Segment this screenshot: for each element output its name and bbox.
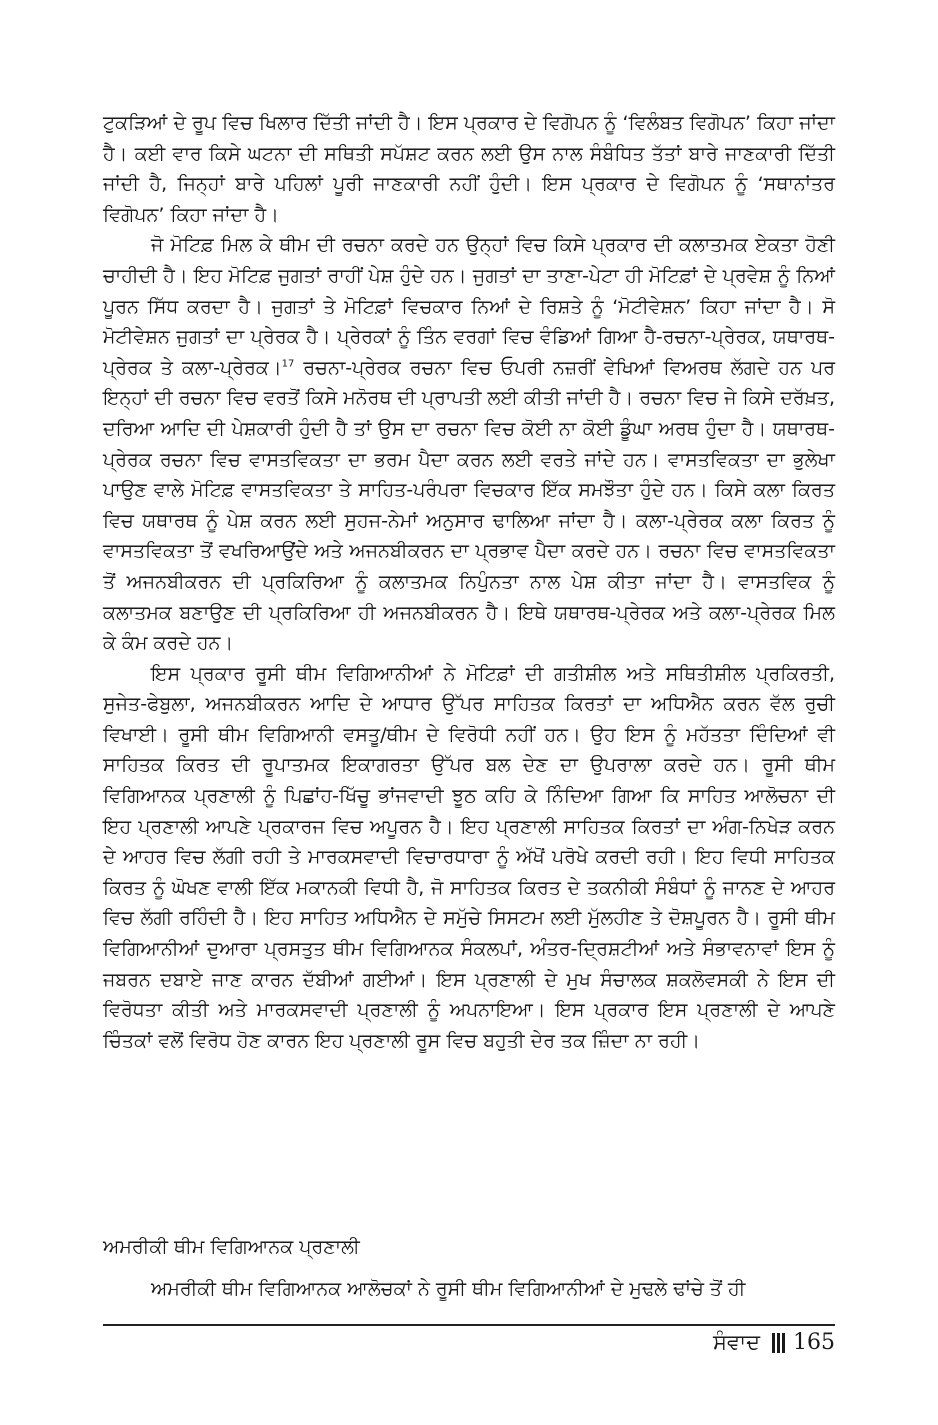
paragraph-4: ਅਮਰੀਕੀ ਥੀਮ ਵਿਗਿਆਨਕ ਆਲੋਚਕਾਂ ਨੇ ਰੂਸੀ ਥੀਮ ਵਿਗਿਆਨੀਆਂ ਦੇ ਮੁਢਲੇ ਢਾਂਚੇ ਤੋਂ ਹੀ	[151, 1278, 746, 1300]
section-heading: ਅਮਰੀਕੀ ਥੀਮ ਵਿਗਿਆਨਕ ਪ੍ਰਣਾਲੀ	[103, 1236, 360, 1258]
page-body	[103, 108, 835, 1300]
paragraph-3: ਇਸ ਪ੍ਰਕਾਰ ਰੂਸੀ ਥੀਮ ਵਿਗਿਆਨੀਆਂ ਨੇ ਮੋਟਿਫ਼ਾਂ ਦੀ ਗਤੀਸ਼ੀਲ ਅਤੇ ਸਥਿਤੀਸ਼ੀਲ ਪ੍ਰਕਿਰਤੀ, ਸੁਜੇਤ-ਫੇਬੁਲਾ, ਅਜਨਬੀਕਰਨ ਆਦਿ ਦੇ ਆਧਾਰ ਉੱਪਰ ਸਾਹਿਤਕ ਕਿਰਤਾਂ ਦਾ ਅਧਿਐਨ ਕਰਨ ਵੱਲ ਰੁਚੀ ਵਿਖਾਈ। ਰੂਸੀ ਥੀਮ ਵਿਗਿਆਨੀ ਵਸਤੂ/ਥੀਮ ਦੇ ਵਿਰੋਧੀ ਨਹੀਂ ਹਨ। ਉਹ ਇਸ ਨੂੰ ਮਹੱਤਤਾ ਦਿੰਦਿਆਂ ਵੀ ਸਾਹਿਤਕ ਕਿਰਤ ਦੀ ਰੂਪਾਤਮਕ ਇਕਾਗਰਤਾ ਉੱਪਰ ਬਲ ਦੇਣ ਦਾ ਉਪਰਾਲਾ ਕਰਦੇ ਹਨ। ਰੂਸੀ ਥੀਮ ਵਿਗਿਆਨਕ ਪ੍ਰਣਾਲੀ ਨੂੰ ਪਿਛਾਂਹ-ਖਿੱਚੂ ਭਾਂਜਵਾਦੀ ਝੂਠ ਕਹਿ ਕੇ ਨਿੰਦਿਆ ਗਿਆ ਕਿ ਸਾਹਿਤ ਆਲੋਚਨਾ ਦੀ ਇਹ ਪ੍ਰਣਾਲੀ ਆਪਣੇ ਪ੍ਰਕਾਰਜ ਵਿਚ ਅਪੂਰਨ ਹੈ। ਇਹ ਪ੍ਰਣਾਲੀ ਸਾਹਿਤਕ ਕਿਰਤਾਂ ਦਾ ਅੰਗ-ਨਿਖੇੜ ਕਰਨ ਦੇ ਆਹਰ ਵਿਚ ਲੱਗੀ ਰਹੀ ਤੇ ਮਾਰਕਸਵਾਦੀ ਵਿਚਾਰਧਾਰਾ ਨੂੰ ਅੱਖੋਂ ਪਰੋਖੇ ਕਰਦੀ ਰਹੀ। ਇਹ ਵਿਧੀ ਸਾਹਿਤਕ ਕਿਰਤ ਨੂੰ ਘੋਖਣ ਵਾਲੀ ਇੱਕ ਮਕਾਨਕੀ ਵਿਧੀ ਹੈ, ਜੋ ਸਾਹਿਤਕ ਕਿਰਤ ਦੇ ਤਕਨੀਕੀ ਸੰਬੰਧਾਂ ਨੂੰ ਜਾਨਣ ਦੇ ਆਹਰ ਵਿਚ ਲੱਗੀ ਰਹਿੰਦੀ ਹੈ। ਇਹ ਸਾਹਿਤ ਅਧਿਐਨ ਦੇ ਸਮੁੱਚੇ ਸਿਸਟਮ ਲਈ ਮੁੱਲਹੀਣ ਤੇ ਦੋਸ਼ਪੂਰਨ ਹੈ। ਰੂਸੀ ਥੀਮ ਵਿਗਿਆਨੀਆਂ ਦੁਆਰਾ ਪ੍ਰਸਤੁਤ ਥੀਮ ਵਿਗਿਆਨਕ ਸੰਕਲਪਾਂ, ਅੰਤਰ-ਦ੍ਰਿਸ਼ਟੀਆਂ ਅਤੇ ਸੰਭਾਵਨਾਵਾਂ ਇਸ ਨੂੰ ਜਬਰਨ ਦਬਾਏ ਜਾਣ ਕਾਰਨ ਦੱਬੀਆਂ ਗਈਆਂ। ਇਸ ਪ੍ਰਣਾਲੀ ਦੇ ਮੁਖ ਸੰਚਾਲਕ ਸ਼ਕਲੋਵਸਕੀ ਨੇ ਇਸ ਦੀ ਵਿਰੋਧਤਾ ਕੀਤੀ ਅਤੇ ਮਾਰਕਸਵਾਦੀ ਪ੍ਰਣਾਲੀ ਨੂੰ ਅਪਨਾਇਆ। ਇਸ ਪ੍ਰਕਾਰ ਇਸ ਪ੍ਰਣਾਲੀ ਦੇ ਆਪਣੇ ਚਿੰਤਕਾਂ ਵਲੋਂ ਵਿਰੋਧ ਹੋਣ ਕਾਰਨ ਇਹ ਪ੍ਰਣਾਲੀ ਰੂਸ ਵਿਚ ਬਹੁਤੀ ਦੇਰ ਤਕ ਜ਼ਿੰਦਾ ਨਾ ਰਹੀ।	[103, 662, 835, 1052]
paragraph-2-part-a: ਜੋ ਮੋਟਿਫ਼ ਮਿਲ ਕੇ ਥੀਮ ਦੀ ਰਚਨਾ ਕਰਦੇ ਹਨ ਉਨ੍ਹਾਂ ਵਿਚ ਕਿਸੇ ਪ੍ਰਕਾਰ ਦੀ ਕਲਾਤਮਕ ਏਕਤਾ ਹੋਣੀ ਚਾਹੀਦੀ ਹੈ। ਇਹ ਮੋਟਿਫ਼ ਜੁਗਤਾਂ ਰਾਹੀਂ ਪੇਸ਼ ਹੁੰਦੇ ਹਨ। ਜੁਗਤਾਂ ਦਾ ਤਾਣਾ-ਪੇਟਾ ਹੀ ਮੋਟਿਫ਼ਾਂ ਦੇ ਪ੍ਰਵੇਸ਼ ਨੂੰ ਨਿਆਂ ਪੂਰਨ ਸਿੱਧ ਕਰਦਾ ਹੈ। ਜੁਗਤਾਂ ਤੇ ਮੋਟਿਫ਼ਾਂ ਵਿਚਕਾਰ ਨਿਆਂ ਦੇ ਰਿਸ਼ਤੇ ਨੂੰ ‘ਮੋਟੀਵੇਸ਼ਨ’ ਕਿਹਾ ਜਾਂਦਾ ਹੈ। ਸੋ ਮੋਟੀਵੇਸ਼ਨ ਜੁਗਤਾਂ ਦਾ ਪ੍ਰੇਰਕ ਹੈ। ਪ੍ਰੇਰਕਾਂ ਨੂੰ ਤਿੰਨ ਵਰਗਾਂ ਵਿਚ ਵੰਡਿਆਂ ਗਿਆ ਹੈ-ਰਚਨਾ-ਪ੍ਰੇਰਕ, ਯਥਾਰਥ-ਪ੍ਰੇਰਕ ਤੇ ਕਲਾ-ਪ੍ਰੇਰਕ।	[103, 234, 835, 379]
footnote-marker: 17	[281, 358, 295, 370]
bars-icon	[772, 1333, 785, 1353]
paragraph-2	[103, 230, 835, 658]
paragraph-1: ਟੁਕੜਿਆਂ ਦੇ ਰੂਪ ਵਿਚ ਖਿਲਾਰ ਦਿੱਤੀ ਜਾਂਦੀ ਹੈ। ਇਸ ਪ੍ਰਕਾਰ ਦੇ ਵਿਗੋਪਨ ਨੂੰ ‘ਵਿਲੰਬਤ ਵਿਗੋਪਨ’ ਕਿਹਾ ਜਾਂਦਾ ਹੈ। ਕਈ ਵਾਰ ਕਿਸੇ ਘਟਨਾ ਦੀ ਸਥਿਤੀ ਸਪੱਸ਼ਟ ਕਰਨ ਲਈ ਉਸ ਨਾਲ ਸੰਬੰਧਿਤ ਤੱਤਾਂ ਬਾਰੇ ਜਾਣਕਾਰੀ ਦਿੱਤੀ ਜਾਂਦੀ ਹੈ, ਜਿਨ੍ਹਾਂ ਬਾਰੇ ਪਹਿਲਾਂ ਪੂਰੀ ਜਾਣਕਾਰੀ ਨਹੀਂ ਹੁੰਦੀ। ਇਸ ਪ੍ਰਕਾਰ ਦੇ ਵਿਗੋਪਨ ਨੂੰ ‘ਸਥਾਨਾਂਤਰ ਵਿਗੋਪਨ’ ਕਿਹਾ ਜਾਂਦਾ ਹੈ।	[103, 112, 835, 226]
journal-name: ਸੰਵਾਦ	[712, 1330, 760, 1354]
footer-rule	[103, 1324, 835, 1326]
paragraph-2-part-b: ਰਚਨਾ-ਪ੍ਰੇਰਕ ਰਚਨਾ ਵਿਚ ਓਪਰੀ ਨਜ਼ਰੀਂ ਵੇਖਿਆਂ ਵਿਅਰਥ ਲੱਗਦੇ ਹਨ ਪਰ ਇਨ੍ਹਾਂ ਦੀ ਰਚਨਾ ਵਿਚ ਵਰਤੋਂ ਕਿਸੇ ਮਨੋਰਥ ਦੀ ਪ੍ਰਾਪਤੀ ਲਈ ਕੀਤੀ ਜਾਂਦੀ ਹੈ। ਰਚਨਾ ਵਿਚ ਜੇ ਕਿਸੇ ਦਰੱਖ਼ਤ, ਦਰਿਆ ਆਦਿ ਦੀ ਪੇਸ਼ਕਾਰੀ ਹੁੰਦੀ ਹੈ ਤਾਂ ਉਸ ਦਾ ਰਚਨਾ ਵਿਚ ਕੋਈ ਨਾ ਕੋਈ ਡੂੰਘਾ ਅਰਥ ਹੁੰਦਾ ਹੈ। ਯਥਾਰਥ-ਪ੍ਰੇਰਕ ਰਚਨਾ ਵਿਚ ਵਾਸਤਵਿਕਤਾ ਦਾ ਭਰਮ ਪੈਦਾ ਕਰਨ ਲਈ ਵਰਤੇ ਜਾਂਦੇ ਹਨ। ਵਾਸਤਵਿਕਤਾ ਦਾ ਭੁਲੇਖਾ ਪਾਉਣ ਵਾਲੇ ਮੋਟਿਫ਼ ਵਾਸਤਵਿਕਤਾ ਤੇ ਸਾਹਿਤ-ਪਰੰਪਰਾ ਵਿਚਕਾਰ ਇੱਕ ਸਮਝੌਤਾ ਹੁੰਦੇ ਹਨ। ਕਿਸੇ ਕਲਾ ਕਿਰਤ ਵਿਚ ਯਥਾਰਥ ਨੂੰ ਪੇਸ਼ ਕਰਨ ਲਈ ਸੁਹਜ-ਨੇਮਾਂ ਅਨੁਸਾਰ ਢਾਲਿਆ ਜਾਂਦਾ ਹੈ। ਕਲਾ-ਪ੍ਰੇਰਕ ਕਲਾ ਕਿਰਤ ਨੂੰ ਵਾਸਤਵਿਕਤਾ ਤੋਂ ਵਖਰਿਆਉਂਦੇ ਅਤੇ ਅਜਨਬੀਕਰਨ ਦਾ ਪ੍ਰਭਾਵ ਪੈਦਾ ਕਰਦੇ ਹਨ। ਰਚਨਾ ਵਿਚ ਵਾਸਤਵਿਕਤਾ ਤੋਂ ਅਜਨਬੀਕਰਨ ਦੀ ਪ੍ਰਕਿਰਿਆ ਨੂੰ ਕਲਾਤਮਕ ਨਿਪੁੰਨਤਾ ਨਾਲ ਪੇਸ਼ ਕੀਤਾ ਜਾਂਦਾ ਹੈ। ਵਾਸਤਵਿਕ ਨੂੰ ਕਲਾਤਮਕ ਬਣਾਉਣ ਦੀ ਪ੍ਰਕਿਰਿਆ ਹੀ ਅਜਨਬੀਕਰਨ ਹੈ। ਇਥੇ ਯਥਾਰਥ-ਪ੍ਰੇਰਕ ਅਤੇ ਕਲਾ-ਪ੍ਰੇਰਕ ਮਿਲ ਕੇ ਕੰਮ ਕਰਦੇ ਹਨ।	[103, 356, 835, 655]
page-footer	[713, 1330, 835, 1355]
page-number: 165	[793, 1330, 835, 1355]
